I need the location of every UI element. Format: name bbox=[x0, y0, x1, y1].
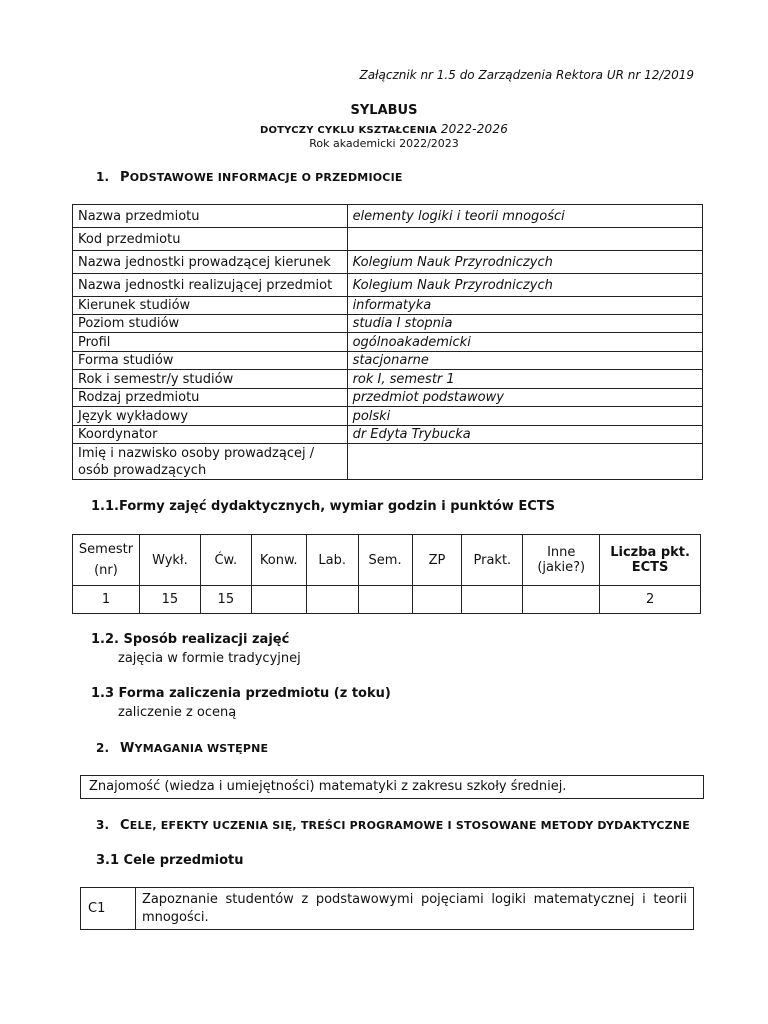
header-seminar: Sem. bbox=[358, 535, 412, 586]
info-label-line: osób prowadzących bbox=[78, 462, 207, 478]
info-value: stacjonarne bbox=[347, 352, 702, 370]
header-lab: Lab. bbox=[306, 535, 358, 586]
info-value: studia I stopnia bbox=[347, 315, 702, 333]
header-semester-line1: Semestr bbox=[78, 542, 134, 557]
requirements-box bbox=[80, 775, 704, 799]
info-value: dr Edyta Trybucka bbox=[347, 426, 702, 444]
info-row bbox=[73, 352, 703, 370]
section-1-3-text: zaliczenie z oceną bbox=[118, 705, 237, 720]
course-info-table bbox=[72, 204, 703, 480]
cell-conversation bbox=[251, 586, 306, 614]
attachment-note: Załącznik nr 1.5 do Zarządzenia Rektora UR nr 12/2019 bbox=[359, 68, 694, 82]
info-label-line: Imię i nazwisko osoby prowadzącej / bbox=[78, 445, 315, 461]
info-value bbox=[347, 228, 702, 251]
info-label: Rodzaj przedmiotu bbox=[73, 389, 348, 407]
goal-row bbox=[81, 888, 694, 930]
header-semester-line2: (nr) bbox=[94, 563, 118, 578]
info-row bbox=[73, 370, 703, 389]
info-row bbox=[73, 228, 703, 251]
info-label: Nazwa jednostki realizującej przedmiot bbox=[73, 274, 348, 297]
info-label: Rok i semestr/y studiów bbox=[73, 370, 348, 389]
section-3-heading bbox=[96, 818, 690, 833]
section-1-title: ODSTAWOWE INFORMACJE O PRZEDMIOCIE bbox=[129, 171, 403, 184]
cycle-subtitle bbox=[0, 122, 768, 136]
cell-other bbox=[523, 586, 600, 614]
requirements-text: Znajomość (wiedza i umiejętności) matematyki z zakresu szkoły średniej. bbox=[89, 779, 567, 794]
cell-seminar bbox=[358, 586, 412, 614]
info-value: informatyka bbox=[347, 297, 702, 315]
academic-year: Rok akademicki 2022/2023 bbox=[309, 137, 459, 150]
header-other bbox=[523, 535, 600, 586]
info-row bbox=[73, 389, 703, 407]
info-value: rok I, semestr 1 bbox=[347, 370, 702, 389]
cycle-years: 2022-2026 bbox=[440, 122, 509, 136]
info-row bbox=[73, 333, 703, 352]
info-row bbox=[73, 297, 703, 315]
section-3-initial: C bbox=[120, 818, 130, 833]
info-label: Język wykładowy bbox=[73, 407, 348, 426]
section-1-1-heading: 1.1.Formy zajęć dydaktycznych, wymiar godzin i punktów ECTS bbox=[91, 499, 555, 514]
cell-ects: 2 bbox=[600, 586, 701, 614]
section-1-initial: P bbox=[120, 170, 130, 185]
cell-lab bbox=[306, 586, 358, 614]
section-1-number: 1. bbox=[96, 170, 110, 184]
section-3-title: ELE, EFEKTY UCZENIA SIĘ, TREŚCI PROGRAMOWE I STOSOWANE METODY DYDAKTYCZNE bbox=[129, 819, 690, 832]
info-row bbox=[73, 205, 703, 228]
goals-table bbox=[80, 887, 694, 930]
info-value: przedmiot podstawowy bbox=[347, 389, 702, 407]
info-label: Nazwa przedmiotu bbox=[73, 205, 348, 228]
section-2-title: YMAGANIA WSTĘPNE bbox=[134, 742, 269, 755]
info-row bbox=[73, 407, 703, 426]
section-3-1-heading: 3.1 Cele przedmiotu bbox=[96, 853, 244, 868]
header-other-line2: (jakie?) bbox=[537, 560, 586, 575]
cell-exercises: 15 bbox=[200, 586, 251, 614]
header-ects bbox=[600, 535, 701, 586]
header-lecture: Wykł. bbox=[139, 535, 200, 586]
cell-practice bbox=[462, 586, 523, 614]
info-label: Poziom studiów bbox=[73, 315, 348, 333]
section-2-initial: W bbox=[120, 741, 135, 756]
info-label: Kod przedmiotu bbox=[73, 228, 348, 251]
forms-header-row bbox=[73, 535, 701, 586]
info-label bbox=[73, 444, 348, 480]
goal-text-line: mnogości. bbox=[141, 909, 209, 925]
header-practice: Prakt. bbox=[462, 535, 523, 586]
section-2-heading bbox=[96, 741, 268, 756]
info-row bbox=[73, 251, 703, 274]
section-2-number: 2. bbox=[96, 741, 110, 755]
info-value: elementy logiki i teorii mnogości bbox=[347, 205, 702, 228]
class-forms-table bbox=[72, 534, 701, 614]
section-1-3-heading: 1.3 Forma zaliczenia przedmiotu (z toku) bbox=[91, 686, 391, 701]
info-label: Forma studiów bbox=[73, 352, 348, 370]
goal-text-line: Zapoznanie studentów z podstawowymi pojęciami logiki matematycznej i teorii bbox=[141, 891, 687, 907]
cell-semester: 1 bbox=[73, 586, 140, 614]
info-value: Kolegium Nauk Przyrodniczych bbox=[347, 251, 702, 274]
header-exercises: Ćw. bbox=[200, 535, 251, 586]
info-label: Nazwa jednostki prowadzącej kierunek bbox=[73, 251, 348, 274]
header-semester bbox=[73, 535, 140, 586]
document-title: SYLABUS bbox=[350, 103, 418, 118]
info-row bbox=[73, 315, 703, 333]
section-1-heading bbox=[96, 170, 403, 185]
section-1-2-text: zajęcia w formie tradycyjnej bbox=[118, 651, 301, 666]
header-ects-line2: ECTS bbox=[631, 560, 669, 575]
info-value bbox=[347, 444, 702, 480]
info-value: ogólnoakademicki bbox=[347, 333, 702, 352]
cell-zp bbox=[412, 586, 462, 614]
cell-lecture: 15 bbox=[139, 586, 200, 614]
info-row bbox=[73, 426, 703, 444]
info-value: polski bbox=[347, 407, 702, 426]
header-other-line1: Inne bbox=[547, 545, 576, 560]
info-label: Koordynator bbox=[73, 426, 348, 444]
info-value: Kolegium Nauk Przyrodniczych bbox=[347, 274, 702, 297]
header-zp: ZP bbox=[412, 535, 462, 586]
cycle-label: DOTYCZY CYKLU KSZTAŁCENIA bbox=[259, 125, 438, 136]
section-3-number: 3. bbox=[96, 818, 110, 832]
section-1-2-heading: 1.2. Sposób realizacji zajęć bbox=[91, 632, 290, 647]
header-conversation: Konw. bbox=[251, 535, 306, 586]
info-row bbox=[73, 274, 703, 297]
info-label: Kierunek studiów bbox=[73, 297, 348, 315]
goal-code: C1 bbox=[81, 888, 136, 930]
info-label: Profil bbox=[73, 333, 348, 352]
goal-text bbox=[135, 888, 693, 930]
info-row bbox=[73, 444, 703, 480]
forms-data-row bbox=[73, 586, 701, 614]
header-ects-line1: Liczba pkt. bbox=[610, 545, 690, 560]
